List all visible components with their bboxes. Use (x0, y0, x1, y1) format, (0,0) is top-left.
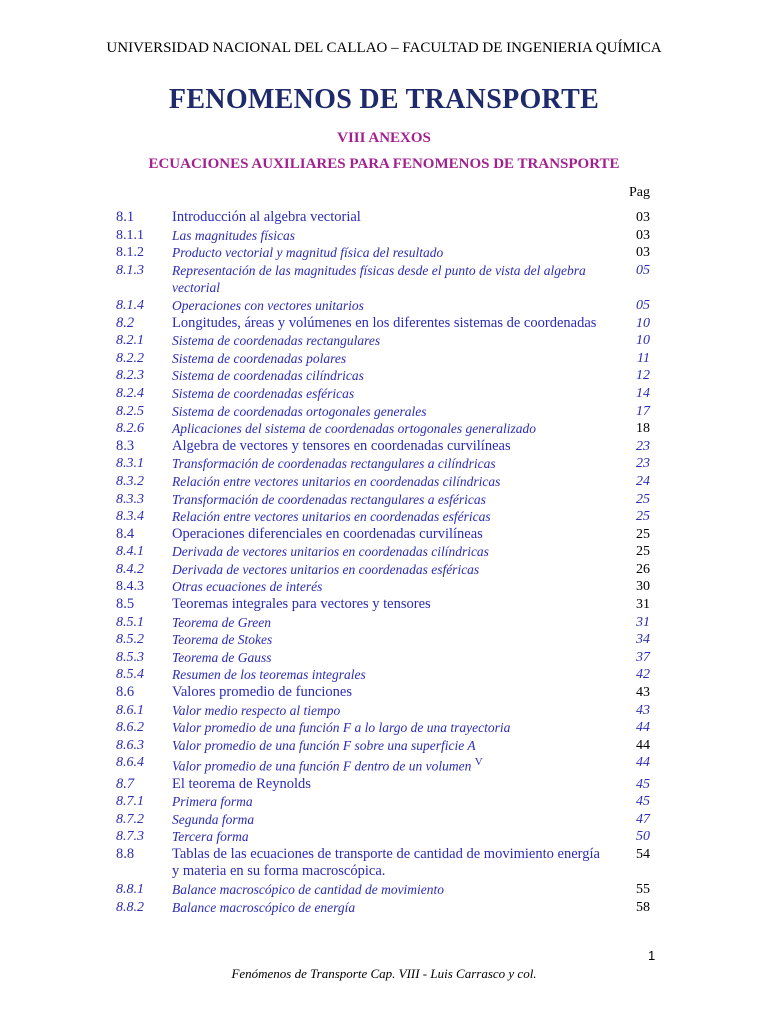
toc-entry-title (172, 846, 618, 881)
toc-entry (116, 614, 650, 632)
toc-entry-number: 8.1.1 (116, 227, 144, 243)
toc-entry (116, 403, 650, 421)
section-subtitle-2: ECUACIONES AUXILIARES PARA FENOMENOS DE TRANSPORTE (148, 156, 620, 172)
toc-entry-title-text: Valor promedio de una función F a lo largo de una trayectoria (172, 720, 511, 736)
toc-entry (116, 719, 650, 737)
page-number: 1 (648, 948, 656, 963)
toc-entry (116, 209, 650, 227)
page-header: UNIVERSIDAD NACIONAL DEL CALLAO – FACULTAD DE INGENIERIA QUÍMICA (106, 40, 662, 56)
toc-entry (116, 332, 650, 350)
toc-entry (116, 420, 650, 438)
toc-entry-page: 50 (636, 829, 650, 845)
toc-entry-number: 8.5.3 (116, 649, 144, 665)
toc-entry-title-text: Sistema de coordenadas ortogonales generales (172, 403, 427, 419)
toc-entry (116, 455, 650, 473)
toc-entry-page: 03 (636, 210, 650, 225)
toc-entry-title (172, 737, 618, 755)
toc-entry-page: 17 (636, 403, 650, 419)
toc-entry-title (172, 403, 618, 421)
toc-entry-title-text: Segunda forma (172, 811, 255, 827)
toc-entry-page: 10 (636, 315, 650, 331)
toc-entry-title (172, 227, 618, 245)
toc-entry-title (172, 367, 618, 385)
toc-entry-title-text: Resumen de los teoremas integrales (172, 667, 366, 683)
toc-entry-number: 8.7.2 (116, 811, 144, 827)
toc-entry-number: 8.8.1 (116, 882, 144, 898)
toc-entry-title (172, 578, 618, 596)
toc-entry-page: 43 (636, 685, 650, 701)
toc-entry (116, 262, 650, 297)
toc-entry-page: 03 (636, 245, 650, 261)
toc-entry-page: 54 (636, 846, 650, 862)
toc-entry-number: 8.1 (116, 209, 135, 225)
page-footer: Fenómenos de Transporte Cap. VIII - Luis Carrasco y col. (231, 966, 537, 981)
toc-entry (116, 244, 650, 262)
toc-entry-page: 42 (636, 667, 650, 683)
toc-entry (116, 578, 650, 596)
toc-entry-title-text: Valor medio respecto al tiempo (172, 702, 341, 718)
toc-entry-title (172, 209, 618, 227)
toc-entry-title-text: Teorema de Gauss (172, 649, 272, 665)
document-title: FENOMENOS DE TRANSPORTE (168, 84, 600, 115)
toc-entry-title-text: Tercera forma (172, 829, 249, 845)
toc-entry-title (172, 543, 618, 561)
toc-entry (116, 350, 650, 368)
toc-entry-page: 05 (636, 262, 650, 278)
toc-entry-number: 8.2.2 (116, 350, 144, 366)
toc-entry-number: 8.3.1 (116, 456, 144, 472)
toc-entry (116, 754, 650, 775)
toc-entry (116, 702, 650, 720)
table-of-contents (116, 209, 650, 916)
toc-entry-page: 45 (636, 776, 650, 792)
toc-entry (116, 508, 650, 526)
toc-entry-title (172, 244, 618, 262)
toc-entry-title-text: Las magnitudes físicas (172, 227, 296, 243)
toc-entry-page: 23 (636, 438, 650, 454)
toc-entry-page: 14 (636, 385, 650, 401)
toc-entry-number: 8.7 (116, 775, 135, 792)
toc-entry-title (172, 332, 618, 350)
toc-entry (116, 473, 650, 491)
toc-entry-number: 8.2.4 (116, 385, 144, 401)
toc-entry-page: 23 (636, 456, 650, 472)
toc-entry-number: 8.2 (116, 314, 135, 331)
toc-entry-number: 8.1.4 (116, 297, 144, 313)
toc-entry-page: 45 (636, 794, 650, 810)
toc-entry-number: 8.3.3 (116, 491, 144, 507)
toc-entry-title (172, 473, 618, 491)
toc-entry-number: 8.2.5 (116, 403, 144, 419)
toc-entry-title (172, 596, 618, 614)
toc-entry-title-text: Valor promedio de una función F dentro de un volumen (172, 758, 472, 774)
toc-entry-title-text: Otras ecuaciones de interés (172, 579, 323, 595)
toc-entry-title (172, 702, 618, 720)
toc-entry-number: 8.2.3 (116, 368, 144, 384)
toc-entry (116, 491, 650, 509)
toc-entry-number: 8.1.3 (116, 262, 144, 278)
toc-entry-title-text: Derivada de vectores unitarios en coordenadas esféricas (172, 561, 480, 577)
toc-entry-number: 8.8.2 (116, 899, 144, 915)
toc-entry-title-text: Operaciones con vectores unitarios (172, 297, 364, 313)
toc-entry-number: 8.4.1 (116, 544, 144, 560)
toc-entry-title (172, 297, 618, 315)
toc-entry-title-text: Valor promedio de una función F sobre una superficie A (172, 737, 476, 753)
toc-entry-page: 25 (636, 544, 650, 560)
toc-entry (116, 828, 650, 846)
toc-entry-number: 8.3.4 (116, 509, 144, 525)
toc-entry-title-text: Longitudes, áreas y volúmenes en los diferentes sistemas de coordenadas (172, 314, 597, 331)
toc-entry-page: 03 (636, 227, 650, 243)
toc-entry (116, 846, 650, 881)
toc-entry-number: 8.5.2 (116, 632, 144, 648)
toc-entry-number: 8.6 (116, 684, 135, 701)
toc-entry-title (172, 793, 618, 811)
toc-entry-title (172, 385, 618, 403)
toc-entry-title (172, 684, 618, 702)
toc-entry-number: 8.4 (116, 525, 135, 542)
toc-entry-number: 8.4.3 (116, 579, 144, 595)
toc-entry-page: 55 (636, 882, 650, 898)
toc-entry-title-text: Sistema de coordenadas esféricas (172, 385, 355, 401)
page-column-label: Pag (629, 185, 650, 200)
toc-entry-title-text: Derivada de vectores unitarios en coordenadas cilíndricas (172, 544, 489, 560)
toc-entry (116, 438, 650, 456)
toc-entry-number: 8.7.1 (116, 794, 144, 810)
toc-entry (116, 367, 650, 385)
toc-entry-title (172, 508, 618, 526)
toc-entry-number: 8.8 (116, 845, 135, 862)
toc-entry-title (172, 438, 618, 456)
toc-entry-title (172, 754, 618, 775)
toc-entry-number: 8.6.2 (116, 720, 144, 736)
toc-entry-title (172, 561, 618, 579)
toc-entry-title-text: Balance macroscópico de energía (172, 899, 356, 915)
toc-entry-title-text: Teorema de Stokes (172, 632, 273, 648)
toc-entry (116, 666, 650, 684)
toc-entry-page: 11 (637, 350, 650, 366)
toc-entry-title (172, 899, 618, 917)
toc-entry (116, 297, 650, 315)
toc-entry-title-text: Transformación de coordenadas rectangulares a cilíndricas (172, 456, 496, 472)
toc-entry-title (172, 262, 618, 297)
toc-entry-page: 12 (636, 368, 650, 384)
toc-entry-title-text: Aplicaciones del sistema de coordenadas ortogonales generalizado (172, 421, 536, 437)
toc-entry (116, 526, 650, 544)
toc-entry-page: 44 (636, 755, 650, 771)
toc-entry-title-text: Introducción al algebra vectorial (172, 209, 361, 225)
toc-entry-number: 8.2.1 (116, 333, 144, 349)
toc-entry-page: 34 (636, 632, 650, 648)
toc-entry-number: 8.5.4 (116, 667, 144, 683)
toc-entry (116, 899, 650, 917)
toc-entry-number: 8.6.4 (116, 755, 144, 771)
toc-entry-title (172, 881, 618, 899)
toc-entry-number: 8.3 (116, 437, 135, 454)
toc-entry (116, 543, 650, 561)
toc-entry-page: 30 (636, 579, 650, 595)
toc-entry (116, 649, 650, 667)
toc-entry-title (172, 649, 618, 667)
toc-entry-title-text: Teorema de Green (172, 614, 271, 630)
toc-entry-title-text: Algebra de vectores y tensores en coordenadas curvilíneas (172, 437, 511, 454)
toc-entry-number: 8.2.6 (116, 421, 144, 437)
section-subtitle: VIII ANEXOS (337, 130, 431, 146)
toc-entry-title-text: Primera forma (172, 794, 253, 810)
toc-entry-title (172, 828, 618, 846)
toc-entry (116, 776, 650, 794)
toc-entry-title (172, 420, 618, 438)
toc-entry-title-text: Transformación de coordenadas rectangulares a esféricas (172, 491, 486, 507)
toc-entry-page: 58 (636, 899, 650, 915)
toc-entry-title-text: Balance macroscópico de cantidad de movimiento (172, 882, 445, 898)
toc-entry (116, 737, 650, 755)
toc-entry-number: 8.6.3 (116, 737, 144, 753)
toc-entry-title (172, 491, 618, 509)
toc-entry-title (172, 315, 618, 333)
volume-symbol: V (474, 756, 483, 769)
toc-entry-page: 31 (636, 597, 650, 613)
toc-entry-title-text: Relación entre vectores unitarios en coordenadas cilíndricas (172, 473, 501, 489)
toc-entry-page: 44 (636, 720, 650, 736)
toc-entry-title (172, 811, 618, 829)
toc-entry-number: 8.5.1 (116, 614, 144, 630)
toc-entry (116, 881, 650, 899)
toc-entry-title-text: Valores promedio de funciones (172, 684, 352, 701)
toc-entry-number: 8.3.2 (116, 473, 144, 489)
toc-entry (116, 631, 650, 649)
toc-entry-title-text: Teoremas integrales para vectores y tensores (172, 596, 431, 613)
toc-entry (116, 596, 650, 614)
toc-entry-title (172, 350, 618, 368)
toc-entry-title (172, 776, 618, 794)
toc-entry-title-text: Relación entre vectores unitarios en coordenadas esféricas (172, 509, 491, 525)
toc-entry-number: 8.4.2 (116, 561, 144, 577)
toc-entry (116, 561, 650, 579)
toc-entry-page: 26 (636, 561, 650, 577)
toc-entry-title (172, 631, 618, 649)
toc-entry-title-text: Operaciones diferenciales en coordenadas curvilíneas (172, 525, 483, 542)
toc-entry-page: 37 (636, 649, 650, 665)
toc-entry-page: 43 (636, 702, 650, 718)
toc-entry-page: 25 (636, 509, 650, 525)
toc-entry-page: 25 (636, 526, 650, 542)
toc-entry-title-text: Producto vectorial y magnitud física del resultado (172, 245, 444, 261)
toc-entry-number: 8.6.1 (116, 702, 144, 718)
toc-entry-title (172, 455, 618, 473)
toc-entry (116, 385, 650, 403)
toc-entry-title-text: Sistema de coordenadas cilíndricas (172, 368, 364, 384)
toc-entry-title-text: Sistema de coordenadas polares (172, 350, 347, 366)
toc-entry-number: 8.5 (116, 596, 135, 613)
toc-entry-title-text: Sistema de coordenadas rectangulares (172, 333, 381, 349)
toc-entry-title (172, 666, 618, 684)
toc-entry-page: 05 (636, 297, 650, 313)
toc-entry-title-text: Tablas de las ecuaciones de transporte de cantidad de movimiento energía y materia en su forma macroscópica. (172, 845, 600, 880)
toc-entry-title (172, 719, 618, 737)
toc-entry-page: 47 (636, 811, 650, 827)
toc-entry-page: 18 (636, 421, 650, 437)
toc-entry (116, 684, 650, 702)
toc-entry-title-text: Representación de las magnitudes físicas desde el punto de vista del algebra vectorial (172, 262, 586, 296)
toc-entry-number: 8.7.3 (116, 829, 144, 845)
toc-entry-number: 8.1.2 (116, 245, 144, 261)
toc-entry (116, 811, 650, 829)
toc-entry-title (172, 526, 618, 544)
toc-entry-page: 24 (636, 473, 650, 489)
toc-entry-title (172, 614, 618, 632)
toc-entry-page: 44 (636, 737, 650, 753)
toc-entry-page: 25 (636, 491, 650, 507)
toc-entry-page: 10 (636, 333, 650, 349)
toc-entry-title-text: El teorema de Reynolds (172, 775, 311, 792)
toc-entry-page: 31 (636, 614, 650, 630)
toc-entry (116, 793, 650, 811)
toc-entry (116, 227, 650, 245)
toc-entry (116, 315, 650, 333)
